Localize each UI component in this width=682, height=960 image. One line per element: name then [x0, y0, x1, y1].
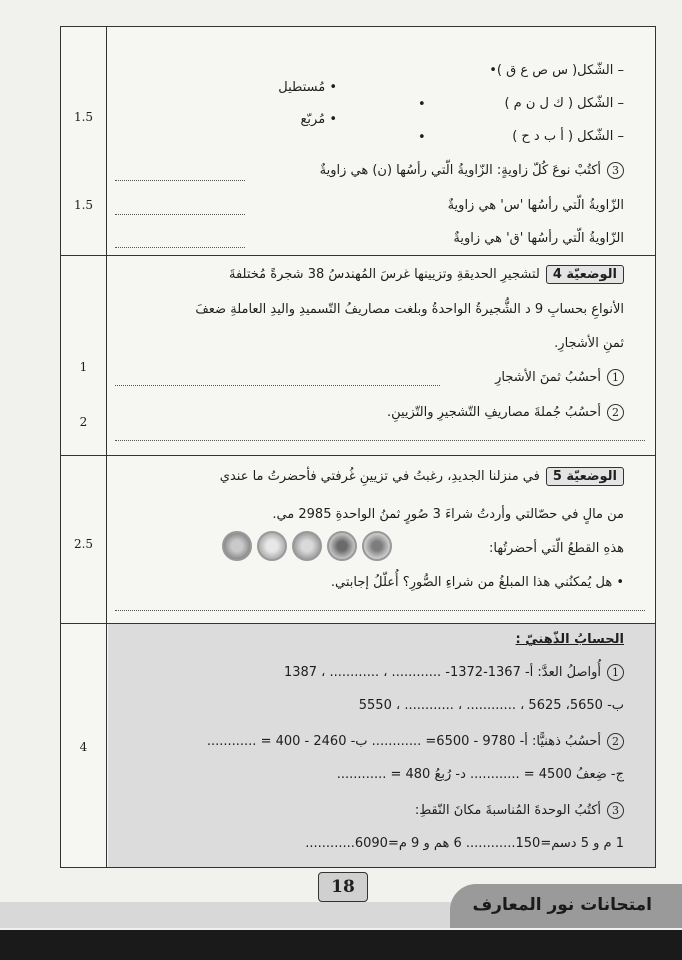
answer-line[interactable]	[115, 247, 245, 248]
question-2: 2أحسُبُ جُملةَ مصاريفِ التّشجيرِ والتّزيينِ.	[387, 404, 624, 421]
mental-q2: 2أحسُبُ ذهنيًّا: أ- 9780 - 6500= ............ ب- 2460 - 400 = ............	[207, 733, 624, 750]
situation-text: هذهِ القطعُ الّتي أحضرتُها:	[489, 541, 624, 556]
situation-text: ثمنِ الأشجارِ.	[554, 336, 624, 351]
question-1: 1أحسُبُ ثمنَ الأشجارِ	[495, 369, 624, 386]
score-mark: 2	[79, 415, 88, 429]
shape-item: – الشّكل ( ك ل ن م )	[504, 96, 624, 111]
mental-q1b: ب- 5650، 5625 ، ............ ، ............ ، 5550	[358, 698, 624, 713]
situation-text: الأنواعِ بحسابِ 9 د الشُّجيرةُ الواحدةُ وبلغت مصاريفُ التّسميدِ واليدِ العاملةِ ضعفَ	[195, 302, 624, 317]
question-3	[320, 162, 624, 179]
coin-icon	[362, 531, 392, 561]
mental-title: الحسابُ الذّهنيّ :	[515, 632, 624, 647]
divider	[60, 455, 656, 456]
score-mark: 1.5	[73, 110, 94, 124]
coin-icon	[257, 531, 287, 561]
question-text: الزّاويةُ الّتي رأسُها 'ق' هي زاويةٌ	[453, 231, 624, 246]
bullet-dot: •	[418, 97, 426, 112]
answer-line[interactable]	[115, 385, 440, 386]
shape-item: – الشّكل( س ص ع ق )•	[489, 63, 624, 78]
mental-q2b: ج- ضِعفُ 4500 = ............ د- رُبعُ 480 = ............	[336, 767, 624, 782]
question-number: 3	[607, 802, 624, 819]
coin-icon	[292, 531, 322, 561]
question-number: 1	[607, 664, 624, 681]
score-mark: 2.5	[73, 537, 94, 551]
mental-q3: 3أكتُبُ الوحدةَ المُناسبةَ مكانَ النّقطِ:	[415, 802, 624, 819]
answer-line[interactable]	[115, 214, 245, 215]
answer-line[interactable]	[115, 440, 645, 441]
brand-title: امتحانات نور المعارف	[472, 895, 652, 915]
question-number: 2	[607, 404, 624, 421]
question-text: الزّاويةُ الّتي رأسُها 'س' هي زاويةٌ	[447, 198, 624, 213]
shape-item: – الشّكل ( أ ب د ح )	[512, 129, 624, 144]
situation-label: الوضعيّة 4	[546, 265, 624, 284]
situation-question: • هل يُمكنُني هذا المبلغُ من شراءِ الصُّورِ؟ أُعلّلُ إجابتي.	[330, 575, 624, 590]
coin-icon	[222, 531, 252, 561]
mental-q1: 1أُواصلُ العدَّ: أ- 1367-1372- ............ ، ............ ، 1387	[284, 664, 624, 681]
question-number: 3	[607, 162, 624, 179]
divider	[60, 623, 656, 624]
option-label: • مُربّع	[300, 112, 337, 127]
answer-line[interactable]	[115, 180, 245, 181]
score-mark: 4	[79, 740, 88, 754]
score-mark: 1.5	[73, 198, 94, 212]
scan-edge	[0, 930, 682, 960]
situation-4-intro: الوضعيّة 4لتشجيرِ الحديقةِ وتزيينها غرسَ المُهندسُ 38 شجرةً مُختلفةَ	[229, 265, 624, 284]
question-number: 2	[607, 733, 624, 750]
score-mark: 1	[79, 360, 88, 374]
situation-5-intro: الوضعيّة 5في منزلنا الجديدِ، رغبتُ في تزيينِ غُرفتي فأحضرتُ ما عندي	[220, 467, 624, 486]
question-text: أكتُبْ نوعَ كُلّ زاويةٍ: الزّاويةُ الّتي رأسُها (ن) هي زاويةٌ	[319, 163, 601, 178]
situation-text: من مالٍ في حصّالتي وأردتُ شراءَ 3 صُورٍ ثمنُ الواحدةِ 2985 مي.	[272, 507, 624, 522]
question-number: 1	[607, 369, 624, 386]
answer-line[interactable]	[115, 610, 645, 611]
footer-band	[0, 902, 470, 928]
page-number: 18	[318, 872, 368, 902]
coins-image	[222, 531, 432, 563]
option-label: • مُستطيل	[278, 80, 337, 95]
situation-label: الوضعيّة 5	[546, 467, 624, 486]
coin-icon	[327, 531, 357, 561]
bullet-dot: •	[418, 130, 426, 145]
mental-q3b: 1 م و 5 دسم=150............ 6 هم و 9 م=6090............	[305, 836, 624, 851]
divider	[60, 255, 656, 256]
